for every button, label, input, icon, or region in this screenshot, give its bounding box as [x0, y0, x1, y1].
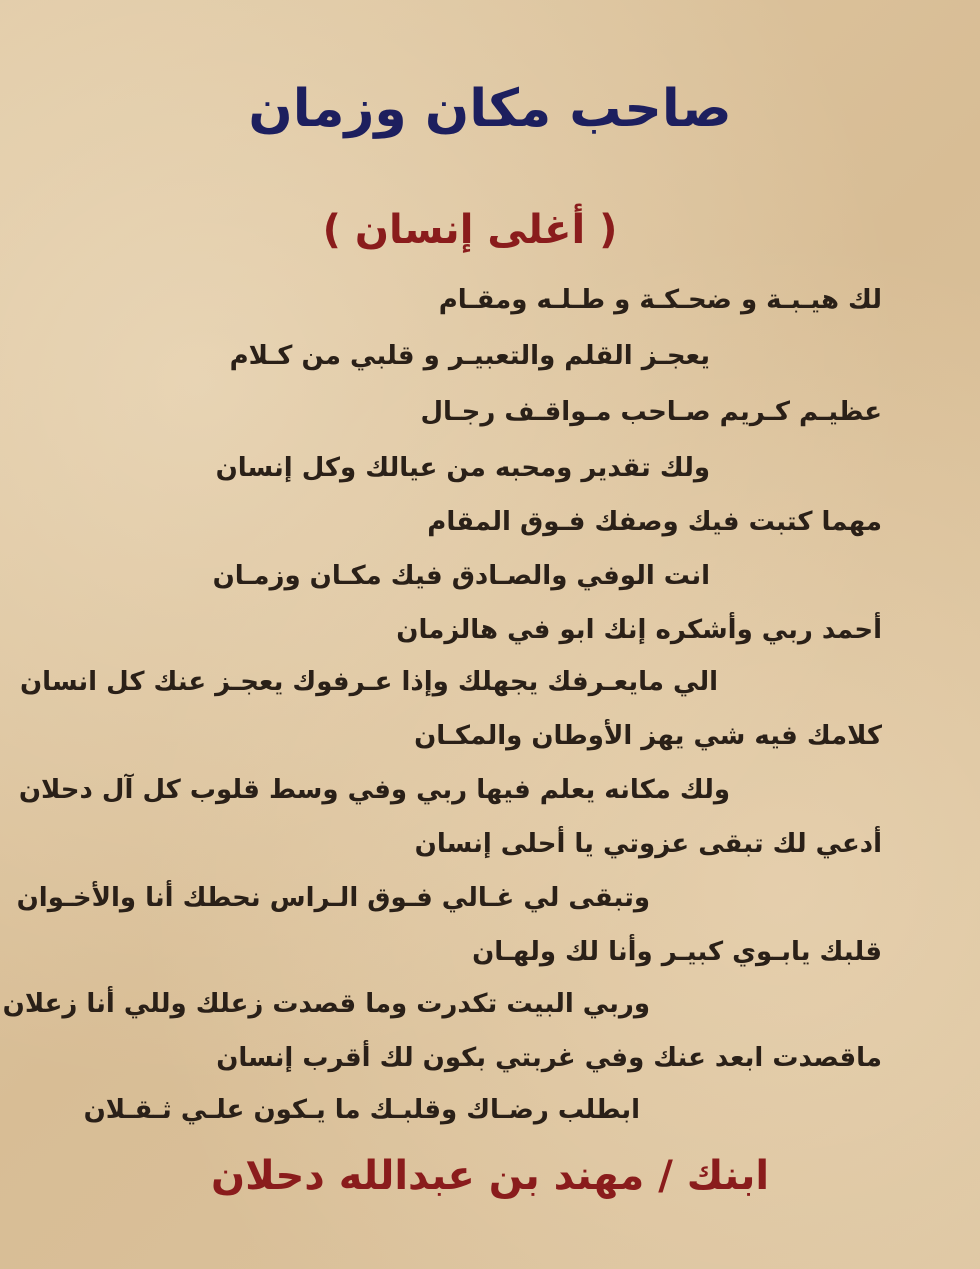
verse-line-6: انت الوفي والصـادق فيك مكـان وزمـان [212, 561, 710, 591]
verse-line-16: ابطلب رضـاك وقلبـك ما يـكون علـي ثـقـلان [83, 1095, 640, 1125]
verse-line-7: أحمد ربي وأشكره إنك ابو في هالزمان [396, 615, 882, 645]
verse-line-3: عظيـم كـريم صـاحب مـواقـف رجـال [420, 397, 882, 427]
verse-line-2: يعجـز القلم والتعبيـر و قلبي من كـلام [229, 341, 710, 371]
verse-line-4: ولك تقدير ومحبه من عيالك وكل إنسان [215, 453, 710, 483]
verse-line-1: لك هيـبـة و ضحـكـة و طـلـه ومقـام [438, 285, 882, 315]
verse-line-15: ماقصدت ابعد عنك وفي غربتي بكون لك أقرب إنسان [216, 1043, 882, 1073]
verse-line-9: كلامك فيه شي يهز الأوطان والمكـان [414, 721, 882, 751]
verse-line-8: الي مايعـرفك يجهلك وإذا عـرفوك يعجـز عنك كل انسان [19, 667, 718, 697]
verse-line-14: وربي البيت تكدرت وما قصدت زعلك وللي أنا زعلان [2, 989, 650, 1019]
poem-title: صاحب مكان وزمان [248, 79, 732, 139]
poem-signature: ابنك / مهند بن عبدالله دحلان [210, 1153, 770, 1199]
verse-line-5: مهما كتبت فيك وصفك فـوق المقام [427, 507, 882, 537]
verse-line-12: وتبقى لي غـالي فـوق الـراس نحطك أنا والأخـوان [16, 883, 650, 913]
poem-subtitle: ( أغلى إنسان ) [322, 207, 618, 253]
verse-line-10: ولك مكانه يعلم فيها ربي وفي وسط قلوب كل آل دحلان [18, 775, 730, 805]
verse-line-11: أدعي لك تبقى عزوتي يا أحلى إنسان [414, 829, 882, 859]
verse-line-13: قلبك يابـوي كبيـر وأنا لك ولهـان [472, 937, 882, 967]
